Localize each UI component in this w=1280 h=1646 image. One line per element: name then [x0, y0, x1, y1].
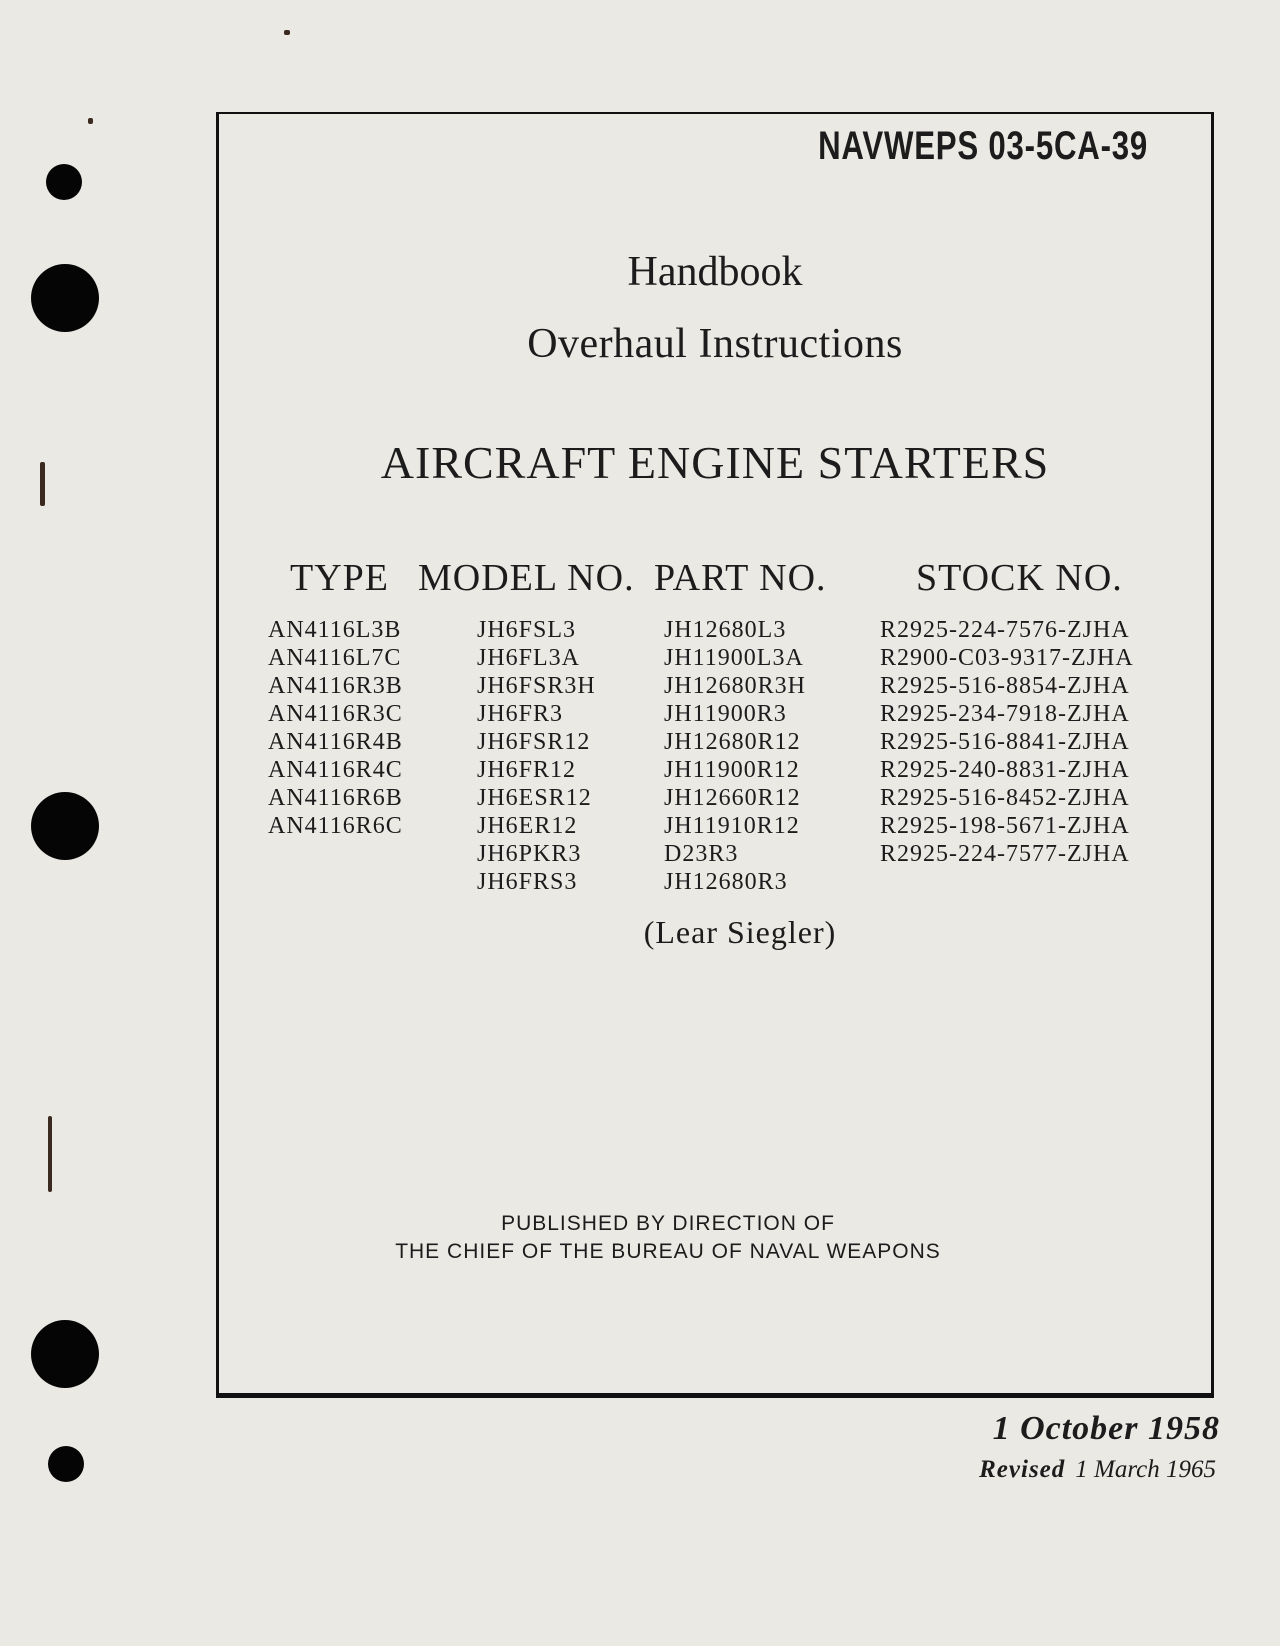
revised-date: 1 March 1965 — [1075, 1456, 1216, 1483]
model-cell: JH6FL3A — [477, 645, 581, 671]
document-number: NAVWEPS 03-5CA-39 — [818, 124, 1148, 168]
model-cell: JH6ESR12 — [477, 785, 592, 811]
title-handbook: Handbook — [627, 249, 803, 295]
model-cell: JH6FR3 — [477, 701, 564, 727]
part-column — [664, 616, 806, 896]
part-cell: JH12680L3 — [664, 617, 787, 643]
revised-label: Revised — [979, 1456, 1066, 1483]
stock-column — [880, 616, 1134, 868]
model-cell: JH6PKR3 — [477, 841, 582, 867]
model-cell: JH6ER12 — [477, 813, 578, 839]
paper-mark — [284, 30, 290, 35]
binder-hole — [48, 1446, 84, 1482]
binder-hole — [31, 264, 99, 332]
part-cell: JH11900L3A — [664, 645, 804, 671]
part-cell: JH12680R12 — [664, 729, 801, 755]
stock-cell: R2925-224-7577-ZJHA — [880, 841, 1130, 867]
type-cell: AN4116R6C — [268, 813, 403, 839]
part-cell: JH12680R3H — [664, 673, 807, 699]
type-cell: AN4116R3B — [268, 673, 403, 699]
stock-cell: R2925-516-8854-ZJHA — [880, 673, 1130, 699]
stock-cell: R2925-198-5671-ZJHA — [880, 813, 1130, 839]
type-cell: AN4116L3B — [268, 617, 402, 643]
type-cell: AN4116R3C — [268, 701, 403, 727]
manufacturer: (Lear Siegler) — [643, 914, 837, 950]
paper-mark — [88, 118, 93, 124]
type-cell: AN4116R6B — [268, 785, 403, 811]
part-cell: JH12680R3 — [664, 869, 788, 895]
paper-mark — [40, 462, 45, 506]
revision-line — [979, 1456, 1216, 1484]
header-part-no: PART NO. — [654, 557, 827, 599]
publisher-line-1: PUBLISHED BY DIRECTION OF — [501, 1212, 835, 1235]
model-column — [477, 616, 596, 896]
type-cell: AN4116R4C — [268, 757, 403, 783]
model-cell: JH6FR12 — [477, 757, 577, 783]
issue-date: 1 October 1958 — [992, 1410, 1220, 1447]
part-cell: JH11910R12 — [664, 813, 800, 839]
stock-cell: R2925-516-8452-ZJHA — [880, 785, 1130, 811]
model-cell: JH6FRS3 — [477, 869, 578, 895]
paper-mark — [48, 1116, 52, 1192]
binder-hole — [46, 164, 82, 200]
type-column — [268, 616, 403, 840]
type-cell: AN4116L7C — [268, 645, 402, 671]
part-cell: JH11900R12 — [664, 757, 800, 783]
stock-cell: R2925-224-7576-ZJHA — [880, 617, 1130, 643]
model-cell: JH6FSL3 — [477, 617, 577, 643]
publisher-line-2: THE CHIEF OF THE BUREAU OF NAVAL WEAPONS — [395, 1240, 941, 1263]
binder-hole — [31, 792, 99, 860]
model-cell: JH6FSR3H — [477, 673, 596, 699]
part-cell: JH11900R3 — [664, 701, 787, 727]
type-cell: AN4116R4B — [268, 729, 403, 755]
part-cell: JH12660R12 — [664, 785, 801, 811]
main-title: AIRCRAFT ENGINE STARTERS — [380, 437, 1050, 488]
header-model-no: MODEL NO. — [418, 557, 635, 599]
binder-hole — [31, 1320, 99, 1388]
stock-cell: R2925-234-7918-ZJHA — [880, 701, 1130, 727]
model-cell: JH6FSR12 — [477, 729, 591, 755]
header-stock-no: STOCK NO. — [916, 557, 1123, 599]
stock-cell: R2900-C03-9317-ZJHA — [880, 645, 1134, 671]
title-overhaul-instructions: Overhaul Instructions — [527, 321, 903, 367]
header-type: TYPE — [290, 557, 389, 599]
part-cell: D23R3 — [664, 841, 739, 867]
stock-cell: R2925-240-8831-ZJHA — [880, 757, 1130, 783]
stock-cell: R2925-516-8841-ZJHA — [880, 729, 1130, 755]
